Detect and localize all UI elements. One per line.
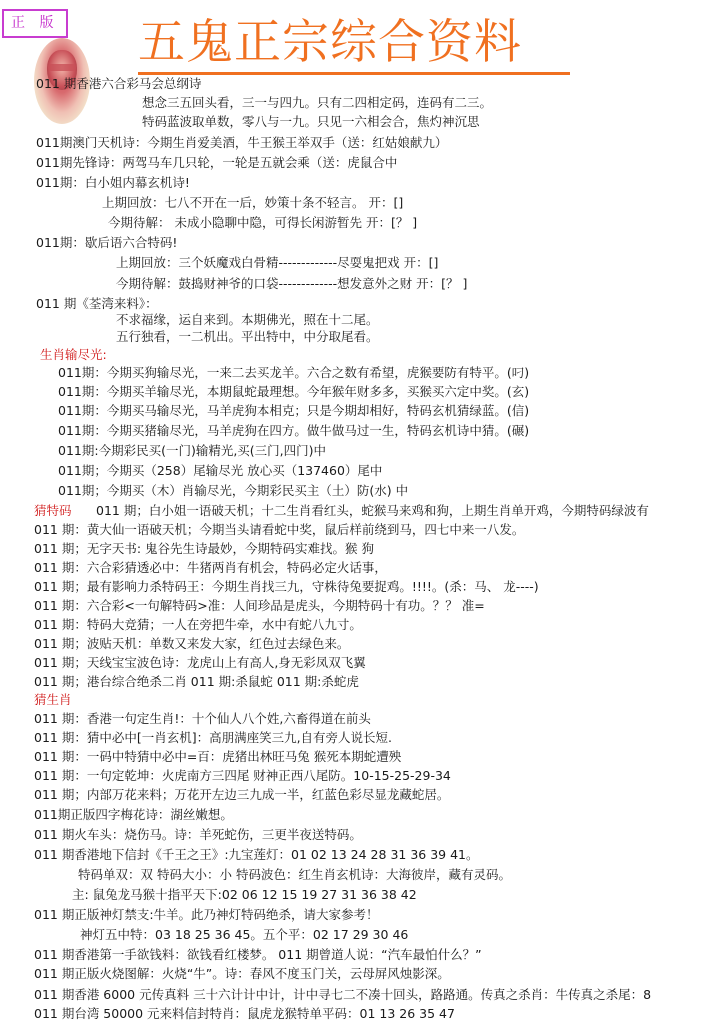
text-line: 上期回放：三个妖魔戏白骨精-------------尽耍鬼把戏 开：[] [116, 255, 439, 270]
text-line: 011 期；白小姐一语破天机；十二生肖看红头，蛇猴马来鸡和狗，上期生肖单开鸡，今期特码绿波有 [96, 503, 649, 518]
text-line: 011 期正版火烧图解：火烧“牛”。诗：春风不度玉门关，云母屏风烛影深。 [34, 966, 450, 981]
text-line: 011期：今期买狗输尽光，一来二去买龙羊。六合之数有希望，虎猴要防有特平。(叼) [58, 365, 530, 380]
text-line: 011 期：猜中必中[一肖玄机]：高朋满座笑三九,自有旁人说长短. [34, 730, 393, 745]
text-line: 011 期；天线宝宝波色诗：龙虎山上有高人,身无彩凤双飞翼 [34, 655, 366, 670]
text-line: 特码单双：双 特码大小：小 特码波色：红生肖玄机诗：大海彼岸，藏有灵码。 [78, 867, 511, 882]
text-line: 011 期火车头：烧伤马。诗：羊死蛇伤，三更半夜送特码。 [34, 827, 362, 842]
text-line: 011 期；无字天书: 鬼谷先生诗最妙，今期特码实难找。猴 狗 [34, 541, 374, 556]
section-heading: 猜特码 [34, 503, 72, 518]
text-line: 011 期香港地下信封《千王之王》:九宝莲灯：01 02 13 24 28 31 36 39 41。 [34, 847, 479, 862]
avatar-glasses-icon [48, 64, 76, 71]
text-line: 011期：歇后语六合特码! [36, 235, 178, 250]
text-line: 011期；今期买（258）尾输尽光 放心买（137460）尾中 [58, 463, 383, 478]
text-line: 011 期；港台综合绝杀二肖 011 期:杀鼠蛇 011 期:杀蛇虎 [34, 674, 359, 689]
text-line: 011期:今期彩民买(一门)输精光,买(三门,四门)中 [58, 443, 327, 458]
text-line: 想念三五回头看，三一与四九。只有二四相定码，连码有二三。 [142, 95, 493, 110]
text-line: 011 期：一句定乾坤：火虎南方三四尾 财神正西八尾防。10-15-25-29-34 [34, 768, 451, 783]
text-line: 011 期：黄大仙一语破天机；今期当头请看蛇中奖，鼠后样前绕到马，四七中来一八发。 [34, 522, 525, 537]
text-line: 011期；今期买（木）肖输尽光，今期彩民买主（土）防(水) 中 [58, 483, 409, 498]
text-line: 神灯五中特：03 18 25 36 45。五个平：02 17 29 30 46 [80, 927, 409, 942]
text-line: 主: 鼠兔龙马猴十指平天下:02 06 12 15 19 27 31 36 38 42 [72, 887, 417, 902]
text-line: 特码蓝波取单数，零八与一九。只见一六相会合，焦灼神沉思 [142, 114, 480, 129]
text-line: 011 期；波贴天机：单数又来发大家，红色过去绿色来。 [34, 636, 350, 651]
text-line: 011 期：一码中特猜中必中=百：虎猪出林旺马兔 猴死本期蛇遭殃 [34, 749, 402, 764]
section-heading: 生肖输尽光: [40, 347, 107, 362]
text-line: 011期正版四字梅花诗：湖丝嫩想。 [34, 807, 233, 822]
text-line: 011 期正版神灯禁支:牛羊。此乃神灯特码绝杀，请大家参考！ [34, 907, 379, 922]
genuine-badge: 正 版 [2, 9, 68, 38]
text-line: 011 期香港 6000 元传真料 三十六计计中计，计中寻七二不凑十回头，路路通。传真之杀肖：牛传真之杀尾：8 [34, 987, 652, 1002]
text-line: 011 期：香港一句定生肖!：十个仙人八个姓,六畜得道在前头 [34, 711, 371, 726]
text-line: 011期先锋诗：两驾马车几只轮，一轮是五就会乘（送：虎鼠合中 [36, 155, 398, 170]
text-line: 011期：今期买马输尽光，马羊虎狗本相克；只是今期却相好，特码玄机猜绿蓝。(信) [58, 403, 530, 418]
text-line: 今期待解：鼓捣财神爷的口袋-------------想发意外之财 开：[？ ] [116, 276, 468, 291]
text-line: 011期澳门天机诗：今期生肖爱美酒，牛王猴王举双手（送：红姑娘献九） [36, 135, 448, 150]
text-line: 不求福缘，运自来到。本期佛光，照在十二尾。 [116, 312, 379, 327]
page-title: 五鬼正宗综合资料 [138, 14, 570, 75]
text-line: 五行独看，一二机出。平出特中，中分取尾看。 [116, 329, 379, 344]
text-line: 011 期；最有影响力杀特码王：今期生肖找三九，守株待兔要捉鸡。!!!!。(杀：马、 龙----) [34, 579, 539, 594]
text-line: 今期待解： 未成小隐聊中隐，可得长闲游暂先 开：[？ ] [108, 215, 418, 230]
text-line: 011 期香港第一手欲钱料：欲钱看红楼梦。 011 期曾道人说：“汽车最怕什么？” [34, 947, 482, 962]
text-line: 上期回放：七八不开在一后，妙策十条不轻言。 开：[] [102, 195, 404, 210]
text-line: 011 期《荃湾来料》： [36, 296, 158, 311]
text-line: 011 期：六合彩猜透必中：牛猪两肖有机会，特码必定火话事， [34, 560, 387, 575]
section-heading: 猜生肖 [34, 692, 72, 707]
text-line: 011 期台湾 50000 元来料信封特肖：鼠虎龙猴特单平码：01 13 26 35 47 [34, 1006, 455, 1021]
text-line: 011 期：特码大竞猜；一人在旁把牛牵，水中有蛇八九寸。 [34, 617, 362, 632]
text-line: 011期：白小姐内幕玄机诗! [36, 175, 190, 190]
text-line: 011期：今期买羊输尽光，本期鼠蛇最理想。今年猴年财多多，买猴买六定中奖。(玄) [58, 384, 530, 399]
text-line: 011 期；内部万花来料；万花开左边三九成一半，红蓝色彩尽显龙藏蛇居。 [34, 787, 450, 802]
text-line: 011 期香港六合彩马会总纲诗 [36, 76, 202, 91]
text-line: 011 期：六合彩<一句解特码>准：人间珍品是虎头，今期特码十有功。？？ 准= [34, 598, 485, 613]
text-line: 011期：今期买猪输尽光，马羊虎狗在四方。做牛做马过一生，特码玄机诗中猜。(碾) [58, 423, 530, 438]
